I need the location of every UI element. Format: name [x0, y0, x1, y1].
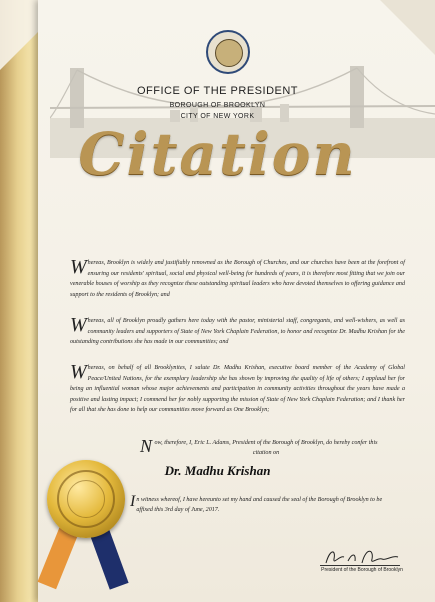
borough-seal-emblem — [206, 30, 250, 74]
drop-cap: W — [70, 314, 87, 336]
city-name: CITY OF NEW YORK — [180, 113, 255, 120]
signature-line — [320, 565, 400, 566]
seal-figure — [215, 39, 243, 67]
whereas-paragraph-1 — [70, 258, 405, 300]
paragraph-text: ow, therefore, I, Eric L. Adams, President of the Borough of Brooklyn, do hereby confer this citation on — [154, 440, 378, 456]
whereas-paragraph-2 — [70, 316, 405, 348]
signature-caption: President of the Borough of Brooklyn — [321, 567, 403, 573]
honoree-name: Dr. Madhu Krishan — [164, 463, 271, 478]
seal-ring-inner — [67, 480, 105, 518]
paragraph-text: n witness whereof, I have hereunto set my hand and caused the seal of the Borough of Brooklyn to be affixed this 3rd day of June, 2017. — [136, 497, 383, 513]
whereas-paragraph-3 — [70, 363, 405, 416]
corner-mount-top-right — [380, 0, 435, 55]
paragraph-text: hereas, on behalf of all Brooklynites, I salute Dr. Madhu Krishan, executive board member of the Academy of Global Peace/United Nations, for the exemplary leadership she has shown by improving the quality of life of others; I applaud her for being an influential woman whose major achievements and participation in community activities throughout the years have made a positive and lasting impact; I commend her for nobly supporting the mission of State of New York Chaplain Federation; and I thank her for all that she has done to help our communities move forward as One Brooklyn; — [70, 365, 405, 413]
witness-text — [130, 495, 390, 515]
paragraph-text: hereas, all of Brooklyn proudly gathers here today with the pastor, ministerial staff, congregants, and well-wishers, as well as community leaders and supporters of State of New York Chaplain Federation, to honor and recognize Dr. Madhu Krishan for the outstanding contributions she has made in our communities; and — [70, 318, 405, 345]
borough-name: BOROUGH OF BROOKLYN — [169, 102, 266, 109]
drop-cap: W — [70, 256, 87, 278]
drop-cap: I — [130, 493, 136, 510]
drop-cap: W — [70, 361, 87, 383]
paragraph-text: hereas, Brooklyn is widely and justifiably renowned as the Borough of Churches, and our churches have been at the forefront of ensuring our residents' spiritual, social and physical well-being for hundreds of years, it is therefore most fitting that we join our venerable houses of worship as they recognize these outstanding spiritual leaders who have devoted themselves to offering guidance and support to the residents of Brooklyn; and — [70, 260, 405, 298]
citation-heading: Citation — [78, 120, 357, 188]
proclamation-text — [140, 438, 380, 458]
gold-foil-seal — [47, 460, 125, 538]
office-title: OFFICE OF THE PRESIDENT — [136, 85, 299, 97]
drop-cap: N — [140, 436, 153, 456]
